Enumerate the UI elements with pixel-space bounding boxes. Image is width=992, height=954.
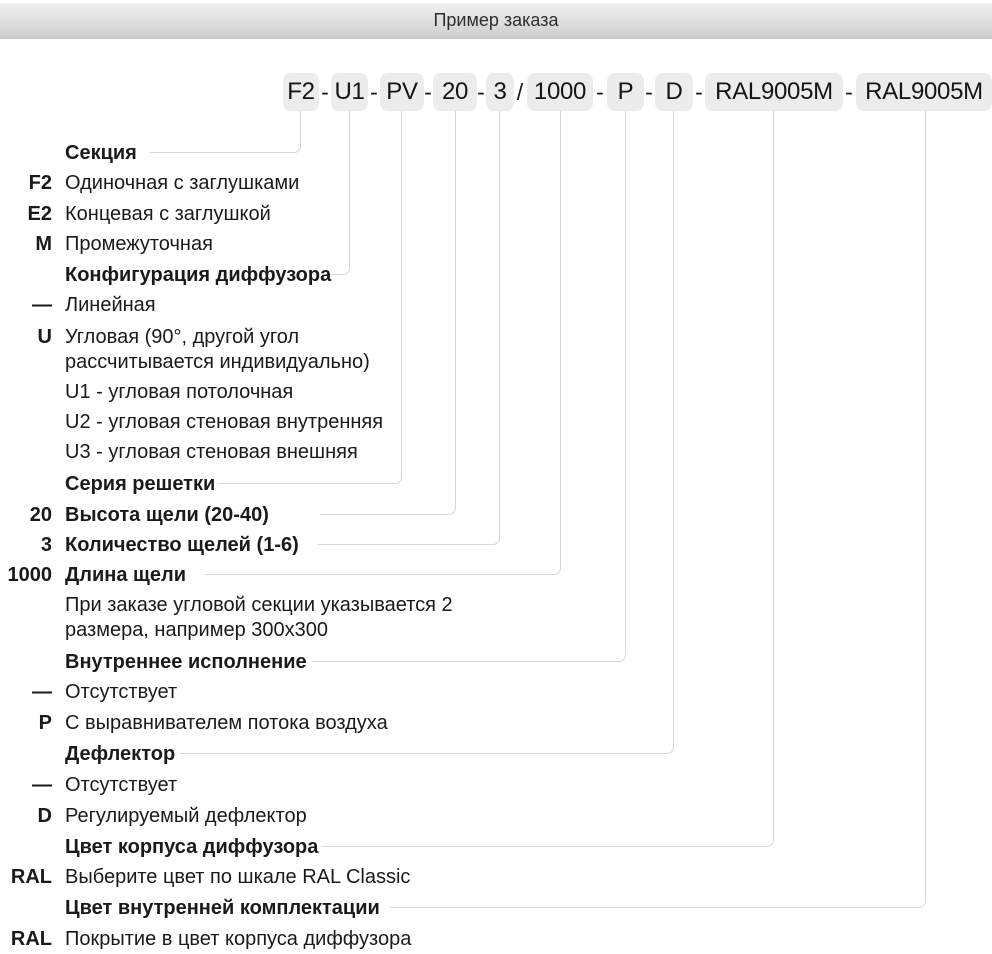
code-segment-series: PV bbox=[380, 73, 424, 111]
option-label: Выберите цвет по шкале RAL Classic bbox=[65, 865, 411, 888]
legend-row bbox=[0, 199, 271, 229]
legend-note bbox=[0, 377, 293, 407]
legend-row bbox=[0, 530, 299, 560]
note-label: U2 - угловая стеновая внутренняя bbox=[65, 410, 384, 433]
group-heading-label: Цвет внутренней комплектации bbox=[65, 896, 380, 919]
option-label: Отсутствует bbox=[65, 680, 178, 703]
legend-row bbox=[0, 677, 177, 707]
option-key: — bbox=[32, 293, 52, 316]
option-key: D bbox=[37, 804, 52, 827]
page-title: Пример заказа bbox=[433, 10, 559, 30]
legend-note bbox=[0, 407, 383, 437]
option-label: Промежуточная bbox=[65, 232, 213, 255]
group-heading-label: Цвет корпуса диффузора bbox=[65, 835, 319, 858]
code-separator: - bbox=[645, 78, 653, 105]
value-heading: Длина щели bbox=[65, 563, 187, 586]
group-heading-label: Секция bbox=[65, 141, 137, 164]
legend-note bbox=[0, 437, 358, 467]
option-key: F2 bbox=[28, 171, 52, 194]
option-label: Покрытие в цвет корпуса диффузора bbox=[65, 927, 412, 950]
option-key: M bbox=[35, 232, 52, 255]
option-key: P bbox=[38, 711, 52, 734]
code-separator: - bbox=[477, 78, 485, 105]
value-heading: Высота щели (20-40) bbox=[65, 503, 269, 526]
legend-heading-body-color bbox=[0, 832, 318, 862]
legend-row bbox=[0, 770, 177, 800]
code-separator: - bbox=[424, 78, 432, 105]
code-segment-slot-count: 3 bbox=[486, 73, 514, 111]
code-segment-deflector: D bbox=[655, 73, 693, 111]
code-separator-slash: / bbox=[516, 78, 524, 105]
option-key: RAL bbox=[10, 865, 52, 888]
group-heading-label: Серия решетки bbox=[65, 472, 216, 495]
code-separator: - bbox=[321, 78, 329, 105]
legend-heading-inner-color bbox=[0, 893, 380, 923]
legend-row bbox=[0, 801, 307, 831]
legend-heading-series bbox=[0, 469, 215, 499]
legend-heading-inner-design bbox=[0, 647, 307, 677]
option-key: — bbox=[32, 680, 52, 703]
legend-note bbox=[0, 593, 453, 643]
option-label: Угловая (90°, другой угол рассчитывается индивидуально) bbox=[65, 326, 370, 373]
legend-row bbox=[0, 500, 269, 530]
legend-row bbox=[0, 325, 370, 375]
option-label: Одиночная с заглушками bbox=[65, 171, 300, 194]
legend-row bbox=[0, 168, 299, 198]
legend-row bbox=[0, 862, 410, 892]
note-label: При заказе угловой секции указывается 2 размера, например 300x300 bbox=[65, 594, 453, 641]
code-separator: - bbox=[596, 78, 604, 105]
code-segment-section: F2 bbox=[283, 73, 319, 111]
code-segment-inner-color: RAL9005M bbox=[856, 73, 992, 111]
code-segment-slot-height: 20 bbox=[433, 73, 477, 111]
value-key: 1000 bbox=[7, 563, 52, 586]
legend-row bbox=[0, 924, 411, 954]
value-heading: Количество щелей (1-6) bbox=[65, 533, 299, 556]
code-segment-body-color: RAL9005M bbox=[705, 73, 843, 111]
option-label: Отсутствует bbox=[65, 773, 178, 796]
option-key: RAL bbox=[10, 927, 52, 950]
code-separator: - bbox=[370, 78, 378, 105]
legend-row bbox=[0, 560, 186, 590]
note-label: U1 - угловая потолочная bbox=[65, 380, 294, 403]
code-separator: - bbox=[695, 78, 703, 105]
option-label: Концевая с заглушкой bbox=[65, 202, 271, 225]
code-segment-inner-design: P bbox=[607, 73, 644, 111]
option-label: С выравнивателем потока воздуха bbox=[65, 711, 388, 734]
group-heading-label: Конфигурация диффузора bbox=[65, 263, 332, 286]
legend-row bbox=[0, 290, 156, 320]
group-heading-label: Дефлектор bbox=[65, 742, 176, 765]
value-key: 3 bbox=[40, 533, 52, 556]
legend-heading-configuration bbox=[0, 260, 331, 290]
option-label: Регулируемый дефлектор bbox=[65, 804, 307, 827]
code-separator: - bbox=[845, 78, 853, 105]
option-label: Линейная bbox=[65, 293, 156, 316]
note-label: U3 - угловая стеновая внешняя bbox=[65, 440, 358, 463]
value-key: 20 bbox=[29, 503, 52, 526]
option-key: E2 bbox=[27, 202, 52, 225]
legend-heading-deflector bbox=[0, 739, 175, 769]
legend-heading-section bbox=[0, 138, 137, 168]
option-key: U bbox=[37, 326, 52, 348]
legend-row bbox=[0, 708, 388, 738]
group-heading-label: Внутреннее исполнение bbox=[65, 650, 307, 673]
legend-row bbox=[0, 229, 213, 259]
section-title-bar bbox=[0, 3, 992, 39]
connector-inner-color bbox=[390, 111, 926, 908]
option-key: — bbox=[32, 773, 52, 796]
code-segment-slot-length: 1000 bbox=[527, 73, 593, 111]
code-segment-configuration: U1 bbox=[331, 73, 368, 111]
